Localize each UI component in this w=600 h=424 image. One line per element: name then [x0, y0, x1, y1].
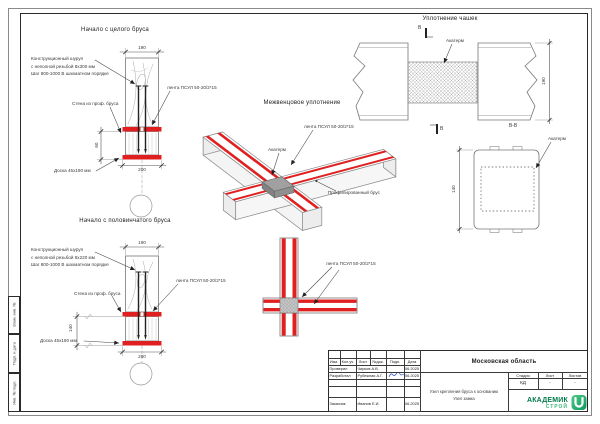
tb-stage-value: КД — [520, 380, 526, 385]
label-akaterm-iso: Акатерм — [268, 147, 286, 152]
dim-whole-bottom: 200 — [138, 167, 146, 172]
dim-section-left: 140 — [450, 185, 456, 193]
label-profiled-beam: Профилированный брус — [328, 190, 380, 195]
label-wall-2: Стена из проф. бруса — [74, 290, 121, 296]
dim-whole-left: 60 — [93, 142, 99, 148]
section-mark-top: В — [418, 25, 422, 31]
label-tape-1: лента ПСУЛ 50-20/2*15 — [167, 85, 217, 90]
tb-region: Московская область — [471, 358, 537, 365]
label-board-1: Доска 45х190 мм — [54, 168, 91, 173]
tb-sheet-value: - — [549, 380, 551, 385]
stamp-inv: Инв. № подл. — [11, 380, 17, 405]
dim-cups-right: 190 — [540, 77, 546, 85]
tb-col-podp: Подп. — [389, 359, 401, 364]
label-tape-plan: лента ПСУЛ 50-20/2*15 — [326, 260, 376, 266]
label-akaterm-plan: Акатерм — [446, 37, 464, 43]
section-mark-bottom: В — [440, 126, 444, 132]
tb-stage-header: Стадия — [516, 372, 530, 378]
label-wall-1: Стена из проф. бруса — [72, 101, 119, 106]
label-section-bb: В-В — [508, 123, 518, 129]
tb-col-data: Дата — [407, 359, 417, 364]
callout-screw2-line1: Конструкционный шуруп — [31, 247, 84, 252]
label-akaterm-section: Акатерм — [548, 135, 566, 141]
tb-subject-line2: Узел замка — [453, 395, 475, 401]
tb-sheets-header: Листов — [568, 372, 582, 378]
tb-col-dok: №док. — [372, 359, 384, 364]
logo-stroy: СТРОЙ — [545, 404, 568, 410]
tb-line — [328, 397, 420, 398]
tb-line — [328, 386, 420, 387]
callout-screw2-line2: с неполной резьбой 8х220 мм — [31, 254, 95, 260]
label-tape-iso: лента ПСУЛ 50-20/2*15 — [304, 124, 354, 129]
stamp-podp: Подп. и дата — [11, 341, 17, 365]
dim-whole-top: 190 — [138, 45, 146, 50]
tb-col-izm: Изм. — [329, 359, 339, 364]
tb-role-customer: Заказчик — [329, 401, 346, 406]
tb-role-checked: Проверил — [329, 366, 348, 371]
title-iso: Межвенцовое уплотнение — [263, 100, 341, 106]
tb-col-list: Лист — [358, 359, 368, 364]
tb-sheets-value: - — [574, 380, 576, 385]
dim-half-left: 140 — [67, 324, 73, 332]
logo-academik: АКАДЕМИК — [526, 397, 568, 404]
tb-date-customer: 06.2025 — [404, 401, 420, 406]
tb-line — [328, 379, 420, 380]
tb-line — [508, 389, 588, 390]
stamp-vzam: Взам. инв. № — [11, 302, 17, 327]
tb-role-developed: Разработал — [329, 373, 351, 378]
label-tape-2: лента ПСУЛ 50-20/2*15 — [176, 278, 226, 283]
dim-half-top: 190 — [138, 240, 146, 245]
callout-screw1-line1: Конструкционный шуруп — [31, 56, 84, 61]
plan-cross — [263, 238, 357, 336]
tb-name-developed: Рубежная А.Г. — [357, 373, 383, 378]
tb-subject-line1: Узел крепления бруса к основанию — [429, 388, 499, 394]
tb-name-checked: Чирков А.В. — [357, 366, 379, 371]
title-half-beam: Начало с половинчатого бруса — [79, 218, 171, 224]
tb-name-customer: Иванов Е.И. — [357, 401, 380, 406]
tb-date-checked: 06.2025 — [404, 366, 420, 371]
dim-half-bottom: 200 — [138, 353, 146, 359]
callout-screw1-line2: с неполной резьбой 8х300 мм — [31, 63, 95, 69]
callout-screw2-line3: Шаг 800-1000 В шахматном порядке — [31, 262, 109, 267]
isometric-joint — [203, 130, 396, 231]
callout-screw1-line3: Шаг 800-1000 В шахматном порядке — [31, 71, 109, 76]
title-cups: Уплотнение чашек — [422, 16, 478, 22]
tb-sheet-header: Лист — [545, 372, 555, 378]
title-whole-beam: Начало с целого бруса — [81, 27, 149, 33]
cups-plan — [353, 28, 553, 134]
tb-col-koluch: Кол.уч. — [341, 359, 355, 364]
logo-icon — [570, 394, 588, 411]
cups-section — [456, 142, 551, 233]
label-board-2: Доска 45х190 мм — [40, 337, 77, 343]
tb-date-developed: 06.2025 — [404, 373, 420, 378]
